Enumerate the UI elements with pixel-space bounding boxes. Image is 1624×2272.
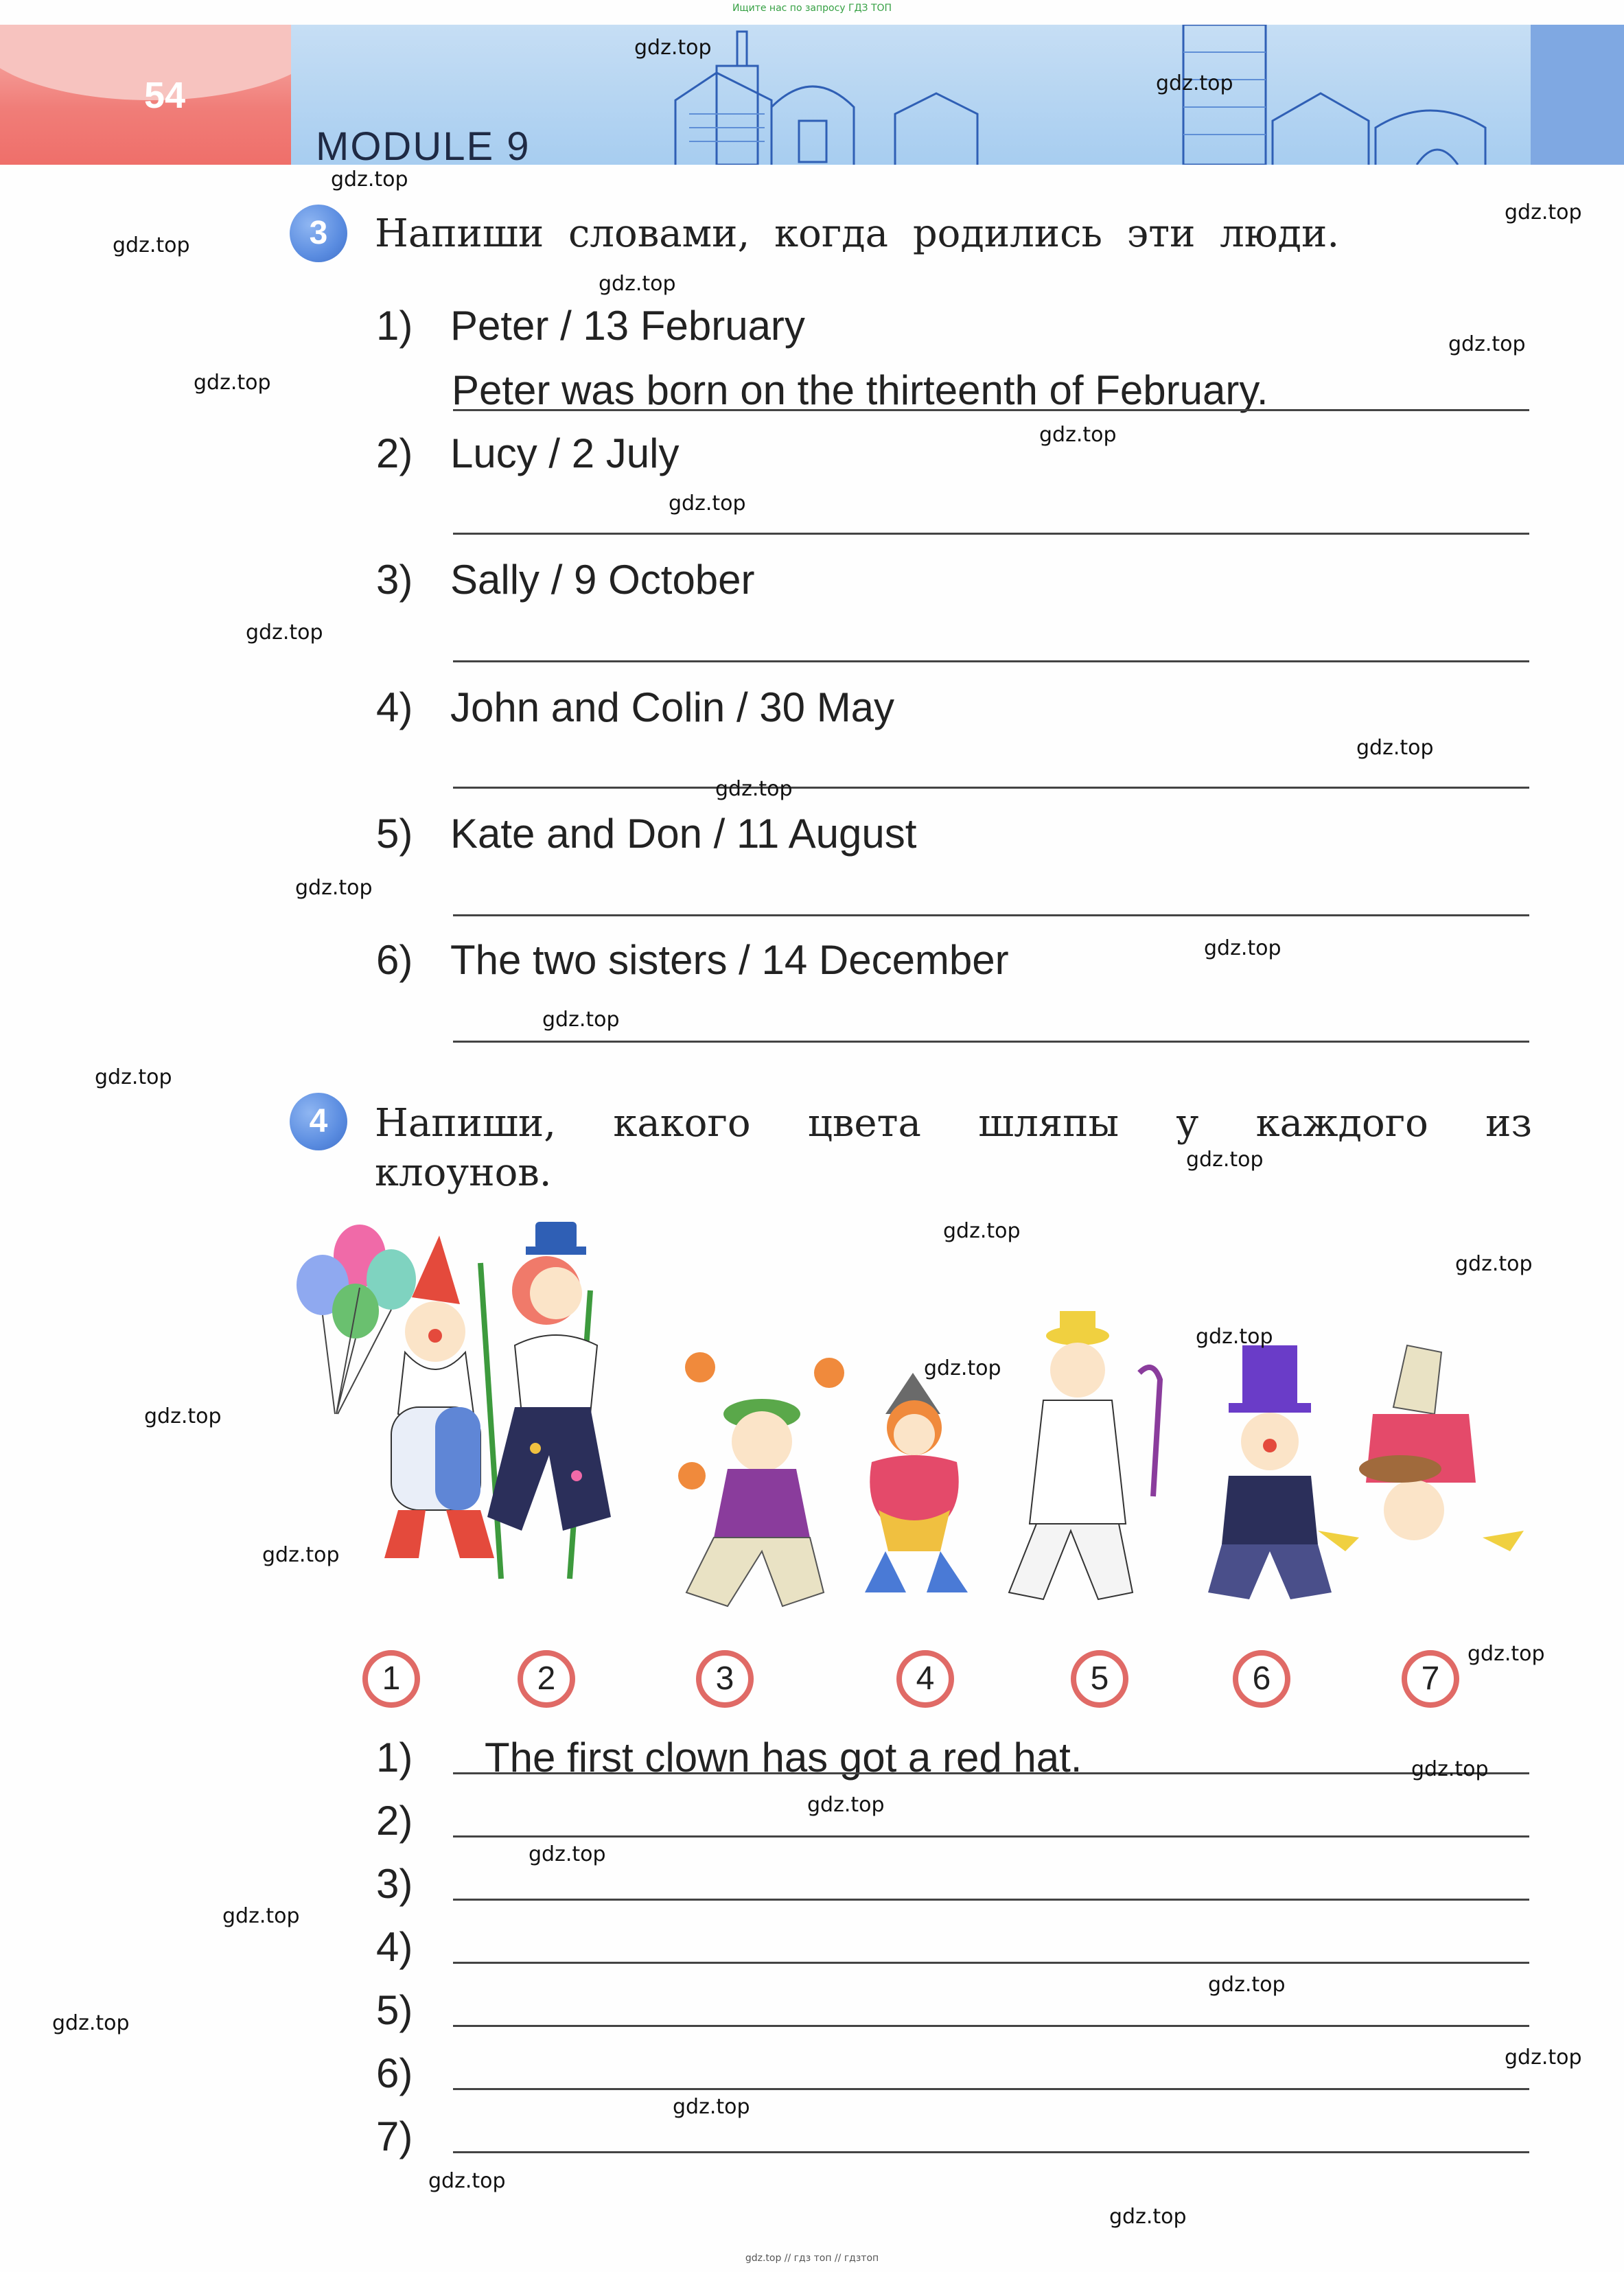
exercise-4-instruction-line-1: Напиши, какого цвета шляпы у каждого из bbox=[375, 1101, 1532, 1146]
answer-line[interactable] bbox=[453, 2088, 1529, 2090]
item-number: 4) bbox=[376, 684, 413, 730]
exercise-4-answer-1 bbox=[376, 1734, 450, 1781]
watermark: gdz.top bbox=[599, 272, 676, 296]
item-number: 6) bbox=[376, 2050, 413, 2096]
exercise-4-answer-3 bbox=[376, 1860, 450, 1908]
exercise-4-answer-7 bbox=[376, 2113, 450, 2160]
watermark: gdz.top bbox=[943, 1219, 1021, 1243]
clown-number-3: 3 bbox=[696, 1650, 754, 1708]
clown-7-icon bbox=[1318, 1345, 1524, 1551]
top-note: Ищите нас по запросу ГДЗ ТОП bbox=[732, 3, 892, 14]
exercise-4-answer-4 bbox=[376, 1923, 450, 1971]
clown-2-icon bbox=[480, 1222, 611, 1579]
watermark: gdz.top bbox=[1356, 736, 1434, 760]
watermark: gdz.top bbox=[669, 491, 746, 515]
watermark: gdz.top bbox=[1208, 1973, 1286, 1997]
exercise-3-item-1 bbox=[376, 302, 805, 349]
exercise-4-answer-5 bbox=[376, 1986, 450, 2034]
exercise-3-answer-1: Peter was born on the thirteenth of February. bbox=[452, 367, 1268, 413]
item-prompt: Peter / 13 February bbox=[450, 303, 805, 349]
exercise-4-answer-6 bbox=[376, 2050, 450, 2097]
clown-number-1: 1 bbox=[362, 1650, 420, 1708]
item-number: 5) bbox=[376, 1987, 413, 2033]
item-prompt: Sally / 9 October bbox=[450, 557, 755, 603]
watermark: gdz.top bbox=[1411, 1757, 1489, 1781]
item-prompt: John and Colin / 30 May bbox=[450, 684, 895, 730]
exercise-3-instruction: Напиши словами, когда родились эти люди. bbox=[375, 211, 1340, 256]
clown-number-6: 6 bbox=[1233, 1650, 1290, 1708]
watermark: gdz.top bbox=[1039, 423, 1117, 447]
watermark: gdz.top bbox=[1448, 332, 1526, 356]
watermark: gdz.top bbox=[331, 167, 408, 192]
watermark: gdz.top bbox=[807, 1793, 885, 1817]
answer-line bbox=[453, 1772, 1529, 1774]
answer-line[interactable] bbox=[453, 1962, 1529, 1964]
answer-line[interactable] bbox=[453, 1041, 1529, 1043]
watermark: gdz.top bbox=[1156, 71, 1233, 95]
clown-6-icon bbox=[1208, 1345, 1332, 1599]
clown-number-4: 4 bbox=[896, 1650, 954, 1708]
watermark: gdz.top bbox=[144, 1404, 222, 1428]
item-number: 2) bbox=[376, 430, 413, 476]
item-prompt: Kate and Don / 11 August bbox=[450, 811, 917, 857]
answer-line[interactable] bbox=[453, 1835, 1529, 1838]
watermark: gdz.top bbox=[295, 876, 373, 900]
answer-line[interactable] bbox=[453, 787, 1529, 789]
watermark: gdz.top bbox=[1186, 1148, 1264, 1172]
watermark: gdz.top bbox=[113, 233, 190, 257]
exercise-4-answer-2 bbox=[376, 1797, 450, 1844]
exercise-4-number: 4 bbox=[290, 1093, 347, 1150]
footer-note: gdz.top // гдз топ // гдзтоп bbox=[745, 2253, 879, 2264]
exercise-3-item-4 bbox=[376, 684, 894, 731]
item-number: 6) bbox=[376, 937, 413, 983]
answer-line[interactable] bbox=[453, 1899, 1529, 1901]
exercise-3-item-5 bbox=[376, 810, 916, 857]
watermark: gdz.top bbox=[924, 1356, 1001, 1380]
item-number: 7) bbox=[376, 2113, 413, 2159]
clown-number-2: 2 bbox=[518, 1650, 575, 1708]
exercise-3-item-6 bbox=[376, 936, 1009, 984]
item-prompt: The two sisters / 14 December bbox=[450, 937, 1009, 983]
item-number: 1) bbox=[376, 1735, 413, 1781]
module-title: MODULE 9 bbox=[316, 124, 531, 169]
answer-line[interactable] bbox=[453, 660, 1529, 662]
watermark: gdz.top bbox=[1505, 2045, 1582, 2070]
watermark: gdz.top bbox=[52, 2011, 130, 2035]
exercise-3-item-2 bbox=[376, 430, 680, 477]
clown-3-icon bbox=[678, 1352, 844, 1606]
watermark: gdz.top bbox=[222, 1904, 300, 1928]
page-number: 54 bbox=[144, 75, 186, 116]
watermark: gdz.top bbox=[1468, 1642, 1545, 1666]
clown-number-5: 5 bbox=[1071, 1650, 1128, 1708]
item-number: 4) bbox=[376, 1924, 413, 1970]
watermark: gdz.top bbox=[529, 1842, 606, 1866]
clown-5-icon bbox=[1009, 1311, 1160, 1599]
watermark: gdz.top bbox=[262, 1543, 340, 1567]
watermark: gdz.top bbox=[95, 1065, 172, 1089]
item-number: 2) bbox=[376, 1798, 413, 1844]
clown-4-icon bbox=[865, 1373, 968, 1592]
watermark: gdz.top bbox=[1109, 2205, 1187, 2229]
watermark: gdz.top bbox=[194, 371, 271, 395]
item-number: 5) bbox=[376, 811, 413, 857]
exercise-4-answer-text-1: The first clown has got a red hat. bbox=[485, 1735, 1082, 1781]
watermark: gdz.top bbox=[634, 36, 712, 60]
item-number: 1) bbox=[376, 303, 413, 349]
answer-line[interactable] bbox=[453, 914, 1529, 916]
watermark: gdz.top bbox=[673, 2095, 750, 2119]
exercise-4-instruction-line-2: клоунов. bbox=[375, 1150, 552, 1195]
header-corner-block bbox=[1531, 25, 1624, 165]
answer-line[interactable] bbox=[453, 533, 1529, 535]
watermark: gdz.top bbox=[428, 2169, 506, 2193]
watermark: gdz.top bbox=[542, 1008, 620, 1032]
watermark: gdz.top bbox=[1455, 1252, 1533, 1276]
item-number: 3) bbox=[376, 557, 413, 603]
clown-number-7: 7 bbox=[1402, 1650, 1459, 1708]
exercise-3-item-3 bbox=[376, 556, 755, 603]
item-number: 3) bbox=[376, 1861, 413, 1907]
watermark: gdz.top bbox=[1196, 1325, 1273, 1349]
watermark: gdz.top bbox=[1204, 936, 1281, 960]
exercise-3-number: 3 bbox=[290, 205, 347, 262]
watermark: gdz.top bbox=[246, 621, 323, 645]
answer-line[interactable] bbox=[453, 2151, 1529, 2153]
watermark: gdz.top bbox=[1505, 200, 1582, 224]
answer-line[interactable] bbox=[453, 2025, 1529, 2027]
watermark: gdz.top bbox=[715, 777, 793, 801]
clowns-illustration bbox=[288, 1208, 1538, 1634]
item-prompt: Lucy / 2 July bbox=[450, 430, 680, 476]
answer-line bbox=[453, 409, 1529, 411]
balloons-icon bbox=[297, 1225, 416, 1414]
